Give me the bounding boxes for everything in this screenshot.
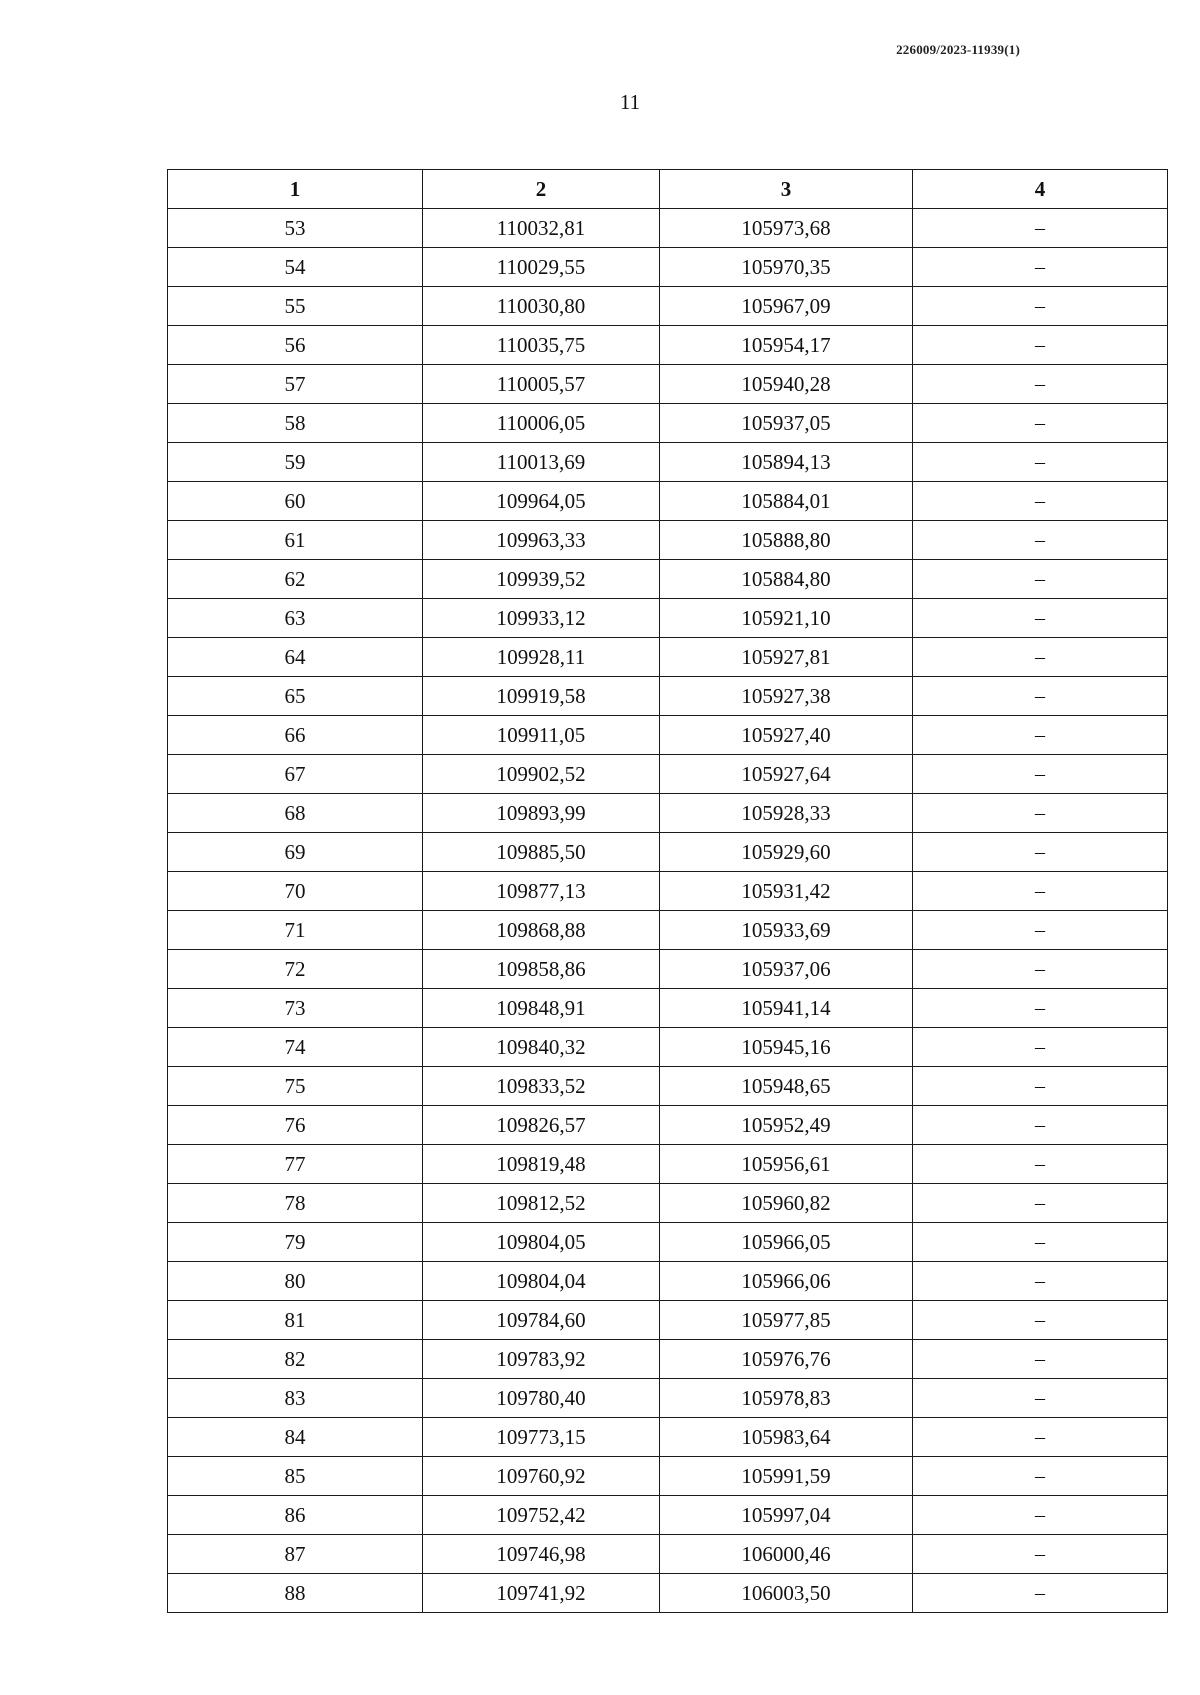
cell-point-number: 74: [168, 1028, 423, 1067]
table-row: [168, 1457, 1168, 1496]
cell-note: –: [913, 1496, 1168, 1535]
cell-note: –: [913, 1223, 1168, 1262]
cell-note: –: [913, 1535, 1168, 1574]
cell-coordinate-x: 109939,52: [423, 560, 660, 599]
table-row: [168, 209, 1168, 248]
cell-note: –: [913, 1418, 1168, 1457]
cell-note: –: [913, 248, 1168, 287]
table-row: [168, 482, 1168, 521]
column-header-3: 3: [660, 170, 913, 209]
cell-coordinate-x: 109819,48: [423, 1145, 660, 1184]
cell-point-number: 69: [168, 833, 423, 872]
cell-coordinate-x: 109784,60: [423, 1301, 660, 1340]
table-body: [168, 209, 1168, 1613]
cell-point-number: 66: [168, 716, 423, 755]
table-row: [168, 1418, 1168, 1457]
cell-coordinate-y: 105894,13: [660, 443, 913, 482]
cell-note: –: [913, 599, 1168, 638]
table-row: [168, 989, 1168, 1028]
cell-coordinate-y: 105884,80: [660, 560, 913, 599]
cell-note: –: [913, 1067, 1168, 1106]
cell-note: –: [913, 833, 1168, 872]
cell-coordinate-y: 105967,09: [660, 287, 913, 326]
table-row: [168, 1145, 1168, 1184]
page-number: 11: [619, 90, 641, 114]
cell-coordinate-y: 105948,65: [660, 1067, 913, 1106]
cell-note: –: [913, 560, 1168, 599]
table-row: [168, 326, 1168, 365]
cell-point-number: 79: [168, 1223, 423, 1262]
table-row: [168, 833, 1168, 872]
cell-point-number: 65: [168, 677, 423, 716]
table-header-row: [168, 170, 1168, 209]
cell-coordinate-x: 110030,80: [423, 287, 660, 326]
cell-coordinate-y: 105940,28: [660, 365, 913, 404]
cell-note: –: [913, 1379, 1168, 1418]
cell-note: –: [913, 1301, 1168, 1340]
table-header: [168, 170, 1168, 209]
cell-coordinate-x: 109746,98: [423, 1535, 660, 1574]
coordinates-table: [167, 169, 1168, 1613]
cell-point-number: 55: [168, 287, 423, 326]
cell-note: –: [913, 911, 1168, 950]
table-row: [168, 716, 1168, 755]
cell-coordinate-x: 109858,86: [423, 950, 660, 989]
cell-note: –: [913, 1457, 1168, 1496]
table-row: [168, 287, 1168, 326]
cell-coordinate-y: 105952,49: [660, 1106, 913, 1145]
cell-coordinate-y: 105954,17: [660, 326, 913, 365]
cell-point-number: 75: [168, 1067, 423, 1106]
cell-coordinate-y: 105991,59: [660, 1457, 913, 1496]
cell-point-number: 80: [168, 1262, 423, 1301]
cell-note: –: [913, 521, 1168, 560]
cell-point-number: 84: [168, 1418, 423, 1457]
cell-coordinate-x: 109919,58: [423, 677, 660, 716]
cell-coordinate-y: 105973,68: [660, 209, 913, 248]
cell-note: –: [913, 950, 1168, 989]
cell-coordinate-y: 105983,64: [660, 1418, 913, 1457]
cell-coordinate-y: 105888,80: [660, 521, 913, 560]
cell-note: –: [913, 872, 1168, 911]
cell-coordinate-y: 105928,33: [660, 794, 913, 833]
cell-coordinate-x: 109804,04: [423, 1262, 660, 1301]
cell-point-number: 68: [168, 794, 423, 833]
table-row: [168, 1496, 1168, 1535]
cell-note: –: [913, 794, 1168, 833]
cell-coordinate-y: 106000,46: [660, 1535, 913, 1574]
cell-point-number: 63: [168, 599, 423, 638]
cell-coordinate-y: 105884,01: [660, 482, 913, 521]
cell-point-number: 54: [168, 248, 423, 287]
cell-note: –: [913, 404, 1168, 443]
cell-coordinate-y: 105956,61: [660, 1145, 913, 1184]
cell-note: –: [913, 1574, 1168, 1613]
cell-coordinate-x: 109911,05: [423, 716, 660, 755]
cell-point-number: 73: [168, 989, 423, 1028]
cell-point-number: 57: [168, 365, 423, 404]
cell-coordinate-y: 105927,38: [660, 677, 913, 716]
cell-point-number: 81: [168, 1301, 423, 1340]
cell-coordinate-x: 110029,55: [423, 248, 660, 287]
table-row: [168, 443, 1168, 482]
cell-coordinate-x: 109848,91: [423, 989, 660, 1028]
cell-coordinate-y: 105921,10: [660, 599, 913, 638]
cell-coordinate-y: 105927,64: [660, 755, 913, 794]
document-id: 226009/2023-11939(1): [896, 42, 1020, 57]
cell-note: –: [913, 326, 1168, 365]
cell-note: –: [913, 716, 1168, 755]
cell-coordinate-y: 105937,06: [660, 950, 913, 989]
cell-point-number: 82: [168, 1340, 423, 1379]
cell-point-number: 72: [168, 950, 423, 989]
cell-point-number: 76: [168, 1106, 423, 1145]
table-row: [168, 248, 1168, 287]
cell-coordinate-y: 105970,35: [660, 248, 913, 287]
cell-point-number: 56: [168, 326, 423, 365]
table-row: [168, 1067, 1168, 1106]
table-row: [168, 950, 1168, 989]
table-row: [168, 1379, 1168, 1418]
table-row: [168, 404, 1168, 443]
table-row: [168, 1535, 1168, 1574]
table-row: [168, 521, 1168, 560]
table-row: [168, 560, 1168, 599]
cell-coordinate-x: 109868,88: [423, 911, 660, 950]
cell-note: –: [913, 989, 1168, 1028]
cell-note: –: [913, 443, 1168, 482]
column-header-2: 2: [423, 170, 660, 209]
cell-coordinate-y: 105966,06: [660, 1262, 913, 1301]
table-row: [168, 872, 1168, 911]
cell-coordinate-y: 105960,82: [660, 1184, 913, 1223]
cell-coordinate-x: 110005,57: [423, 365, 660, 404]
cell-coordinate-y: 105978,83: [660, 1379, 913, 1418]
cell-coordinate-x: 109928,11: [423, 638, 660, 677]
cell-coordinate-x: 109893,99: [423, 794, 660, 833]
table-row: [168, 365, 1168, 404]
cell-coordinate-y: 105933,69: [660, 911, 913, 950]
cell-note: –: [913, 1340, 1168, 1379]
table-row: [168, 638, 1168, 677]
cell-point-number: 67: [168, 755, 423, 794]
cell-coordinate-x: 109780,40: [423, 1379, 660, 1418]
table-row: [168, 1223, 1168, 1262]
table-row: [168, 599, 1168, 638]
cell-coordinate-y: 105929,60: [660, 833, 913, 872]
cell-coordinate-x: 109833,52: [423, 1067, 660, 1106]
cell-note: –: [913, 365, 1168, 404]
cell-point-number: 53: [168, 209, 423, 248]
cell-note: –: [913, 1106, 1168, 1145]
cell-coordinate-x: 109760,92: [423, 1457, 660, 1496]
cell-coordinate-y: 105977,85: [660, 1301, 913, 1340]
cell-coordinate-x: 110006,05: [423, 404, 660, 443]
cell-point-number: 60: [168, 482, 423, 521]
cell-coordinate-x: 110035,75: [423, 326, 660, 365]
table-row: [168, 1028, 1168, 1067]
table-row: [168, 677, 1168, 716]
table-row: [168, 755, 1168, 794]
cell-coordinate-y: 105976,76: [660, 1340, 913, 1379]
cell-note: –: [913, 755, 1168, 794]
table-row: [168, 1106, 1168, 1145]
cell-coordinate-x: 109963,33: [423, 521, 660, 560]
cell-coordinate-x: 110013,69: [423, 443, 660, 482]
table-row: [168, 1301, 1168, 1340]
column-header-1: 1: [168, 170, 423, 209]
table-row: [168, 911, 1168, 950]
cell-note: –: [913, 1262, 1168, 1301]
cell-point-number: 87: [168, 1535, 423, 1574]
cell-point-number: 88: [168, 1574, 423, 1613]
cell-coordinate-x: 109933,12: [423, 599, 660, 638]
cell-point-number: 70: [168, 872, 423, 911]
cell-coordinate-y: 105997,04: [660, 1496, 913, 1535]
cell-coordinate-x: 109783,92: [423, 1340, 660, 1379]
cell-coordinate-x: 110032,81: [423, 209, 660, 248]
cell-coordinate-x: 109804,05: [423, 1223, 660, 1262]
cell-coordinate-x: 109885,50: [423, 833, 660, 872]
cell-note: –: [913, 638, 1168, 677]
cell-point-number: 71: [168, 911, 423, 950]
table-row: [168, 794, 1168, 833]
column-header-4: 4: [913, 170, 1168, 209]
cell-note: –: [913, 1145, 1168, 1184]
cell-note: –: [913, 677, 1168, 716]
cell-coordinate-y: 105937,05: [660, 404, 913, 443]
cell-point-number: 59: [168, 443, 423, 482]
cell-coordinate-y: 106003,50: [660, 1574, 913, 1613]
table-row: [168, 1340, 1168, 1379]
cell-point-number: 86: [168, 1496, 423, 1535]
cell-coordinate-y: 105931,42: [660, 872, 913, 911]
cell-coordinate-x: 109752,42: [423, 1496, 660, 1535]
cell-coordinate-y: 105945,16: [660, 1028, 913, 1067]
cell-coordinate-x: 109902,52: [423, 755, 660, 794]
cell-point-number: 78: [168, 1184, 423, 1223]
cell-note: –: [913, 209, 1168, 248]
cell-coordinate-y: 105966,05: [660, 1223, 913, 1262]
cell-point-number: 85: [168, 1457, 423, 1496]
cell-coordinate-x: 109773,15: [423, 1418, 660, 1457]
cell-coordinate-x: 109812,52: [423, 1184, 660, 1223]
cell-note: –: [913, 482, 1168, 521]
cell-point-number: 64: [168, 638, 423, 677]
cell-coordinate-x: 109826,57: [423, 1106, 660, 1145]
cell-note: –: [913, 287, 1168, 326]
cell-point-number: 83: [168, 1379, 423, 1418]
cell-note: –: [913, 1028, 1168, 1067]
table-row: [168, 1574, 1168, 1613]
table-row: [168, 1184, 1168, 1223]
table-row: [168, 1262, 1168, 1301]
cell-point-number: 58: [168, 404, 423, 443]
cell-note: –: [913, 1184, 1168, 1223]
cell-coordinate-x: 109741,92: [423, 1574, 660, 1613]
cell-coordinate-y: 105927,81: [660, 638, 913, 677]
cell-point-number: 77: [168, 1145, 423, 1184]
cell-coordinate-y: 105941,14: [660, 989, 913, 1028]
cell-coordinate-x: 109840,32: [423, 1028, 660, 1067]
cell-coordinate-y: 105927,40: [660, 716, 913, 755]
cell-coordinate-x: 109877,13: [423, 872, 660, 911]
cell-point-number: 61: [168, 521, 423, 560]
cell-coordinate-x: 109964,05: [423, 482, 660, 521]
cell-point-number: 62: [168, 560, 423, 599]
